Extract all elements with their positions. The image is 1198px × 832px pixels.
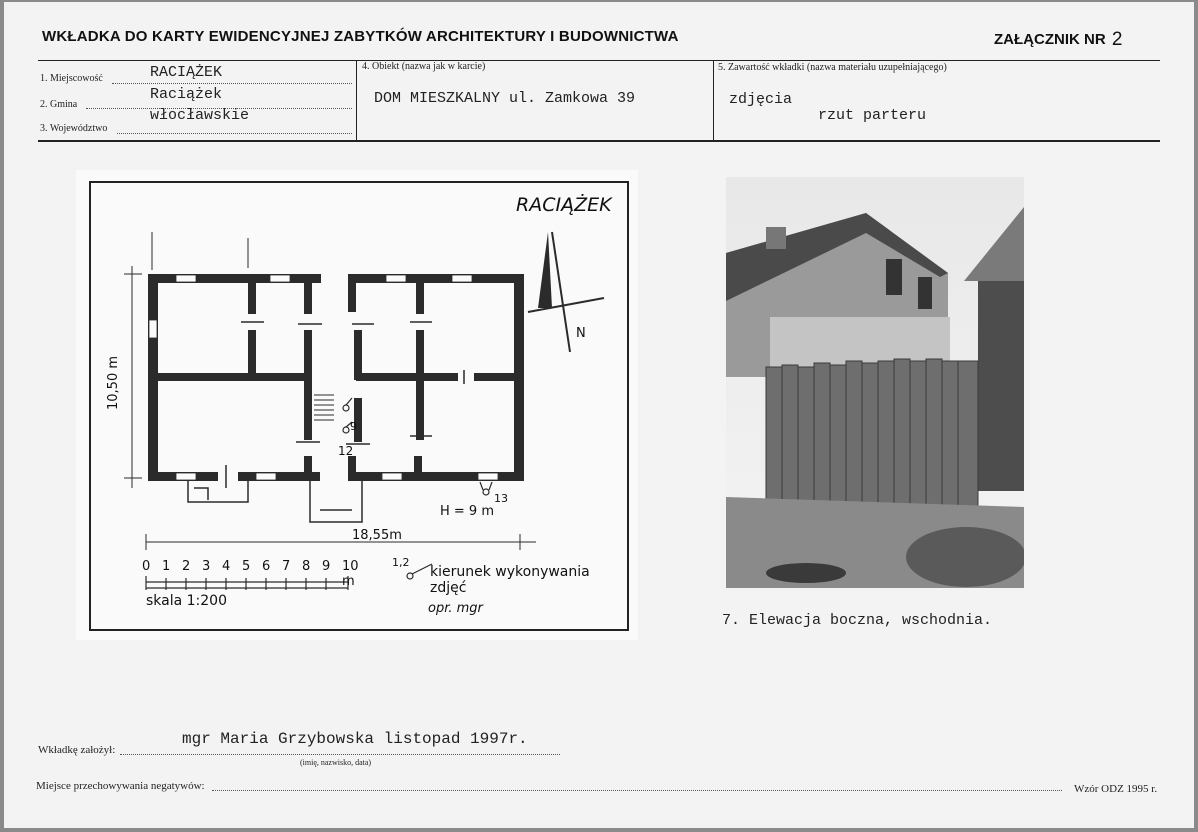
commune-value: Raciążek [150,86,223,103]
founder-dots [120,754,560,755]
building-walls [148,274,524,481]
direction-numbers: 1,2 [392,556,410,569]
width-dimension: 18,55m [352,528,402,543]
author-sign: opr. mgr [428,601,483,616]
annex-label-text: ZAŁĄCZNIK NR [994,31,1106,48]
voivodeship-label: 3. Województwo [40,123,108,134]
negatives-label: Miejsce przechowywania negatywów: [36,780,205,792]
scale-tick-9: 9 [322,559,331,574]
plan-entrances [188,481,362,522]
north-arrow [528,232,604,352]
founder-hint: (imię, nazwisko, data) [300,758,372,767]
commune-label: 2. Gmina [40,99,78,110]
direction-text-2: zdjęć [430,580,467,596]
plan-stairs [314,395,334,420]
scale-tick-2: 2 [182,559,191,574]
object-label: 4. Obiekt (nazwa jak w karcie) [362,61,486,72]
camera-marker-12: 12 [338,444,354,458]
table-bottom-rule [38,140,1160,142]
photograph [726,177,1024,588]
camera-marker-13: 13 [494,492,508,505]
form-sheet [4,2,1194,828]
col-divider-1 [356,60,357,141]
scale-tick-8: 8 [302,559,311,574]
annex-number: 2 [1111,29,1123,50]
scale-tick-5: 5 [242,559,251,574]
plan-town-label: RACIĄŻEK [516,194,612,216]
content-value-2: rzut parteru [818,107,927,124]
voivodeship-dots [117,133,352,134]
camera-marker-9: 9 [350,420,357,433]
col-divider-2 [713,60,714,141]
height-dimension: 10,50 m [106,355,121,410]
form-title: WKŁADKA DO KARTY EWIDENCYJNEJ ZABYTKÓW ARCHITEKTURY I BUDOWNICTWA [42,28,679,45]
north-label: N [576,326,586,341]
scale-label: skala 1:200 [146,593,227,609]
scale-tick-6: 6 [262,559,271,574]
annex-label [994,28,1122,50]
photo-image [726,177,1024,588]
founder-label: Wkładkę założył: [38,744,116,756]
content-value-1: zdjęcia [729,91,793,108]
scale-tick-1: 1 [162,559,171,574]
locality-value: RACIĄŻEK [150,64,223,81]
table-top-rule [38,60,1160,61]
scale-tick-4: 4 [222,559,231,574]
locality-dots [112,83,352,84]
object-value: DOM MIESZKALNY ul. Zamkowa 39 [374,90,636,107]
direction-text-1: kierunek wykonywania [430,564,590,580]
voivodeship-value: włocławskie [150,107,250,124]
scale-tick-10: 10 m [342,559,359,589]
scale-tick-3: 3 [202,559,211,574]
content-label: 5. Zawartość wkładki (nazwa materiału uzupełniającego) [718,62,947,73]
form-version: Wzór ODZ 1995 r. [1074,783,1158,795]
negatives-dots [212,790,1062,791]
scale-tick-7: 7 [282,559,291,574]
floor-plan-sheet [76,170,638,640]
locality-label: 1. Miejscowość [40,73,103,84]
founder-value: mgr Maria Grzybowska listopad 1997r. [182,730,528,748]
height-marker: H = 9 m [440,504,494,519]
scale-tick-0: 0 [142,559,151,574]
scale-bar [146,576,348,590]
photo-caption: 7. Elewacja boczna, wschodnia. [722,612,993,629]
